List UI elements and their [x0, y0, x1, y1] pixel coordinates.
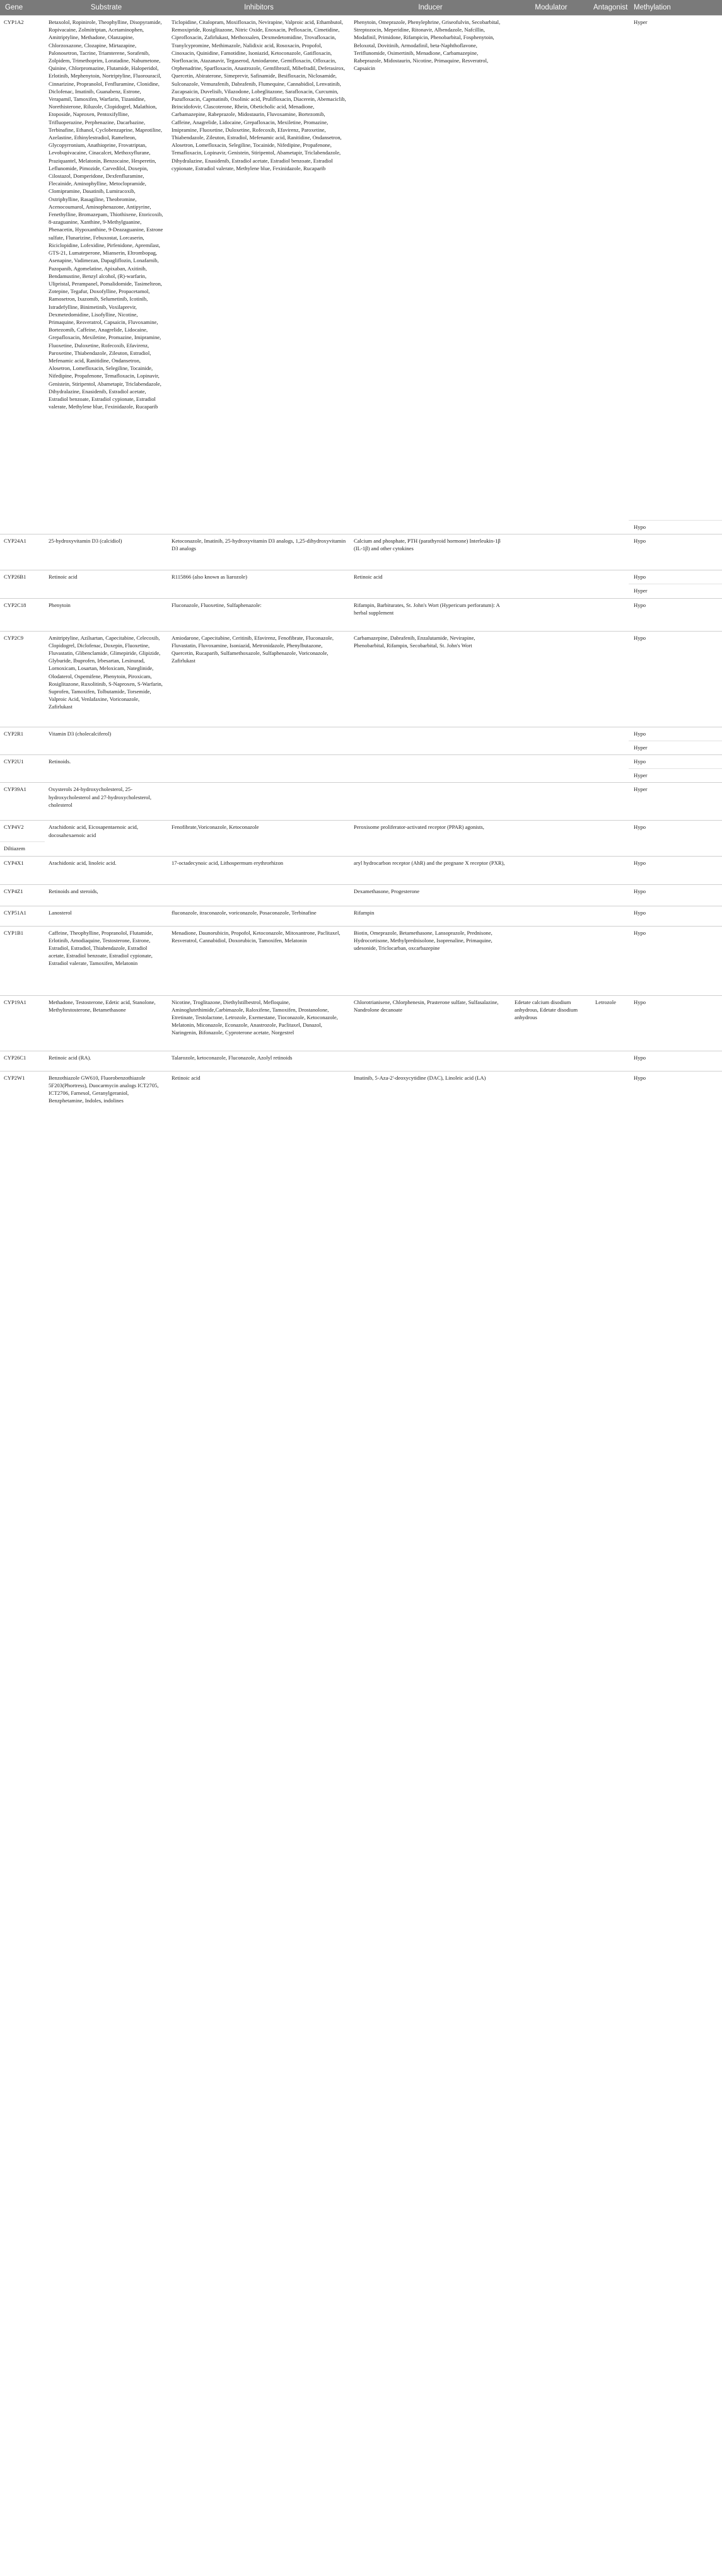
- modulator-cell: [511, 598, 591, 631]
- substrate-cell: 25-hydroxyvitamin D3 (calcidiol): [45, 534, 168, 570]
- table-body: [0, 16, 722, 1140]
- inducer-cell: [350, 727, 511, 754]
- gene-cell: CYP4V2: [0, 821, 45, 842]
- inhibitors-cell: [168, 727, 350, 754]
- header-substrate: Substrate: [45, 0, 168, 16]
- inhibitors-cell: [168, 783, 350, 821]
- inhibitors-cell: Diltiazem: [0, 842, 45, 856]
- antagonist-cell: [591, 926, 629, 995]
- antagonist-cell: [591, 631, 629, 727]
- antagonist-cell: [591, 534, 629, 570]
- methylation-cell: Hypo: [629, 995, 722, 1051]
- substrate-cell: Arachidonic acid, linoleic acid.: [45, 856, 168, 884]
- methylation-cell: Hyper: [629, 783, 722, 821]
- antagonist-cell: [591, 906, 629, 926]
- inducer-cell: Calcium and phosphate, PTH (parathyroid hormone) Interleukin-1β (IL-1β) and other cytokines: [350, 534, 511, 570]
- antagonist-cell: [591, 755, 629, 783]
- modulator-cell: [511, 783, 591, 821]
- methylation-cell: Hypo: [629, 521, 722, 534]
- inhibitors-cell: [168, 755, 350, 783]
- header-modulator: Modulator: [511, 0, 591, 16]
- modulator-cell: [511, 534, 591, 570]
- methylation-cell: Hypo: [629, 926, 722, 995]
- antagonist-cell: [591, 783, 629, 821]
- methylation-cell: Hypo: [629, 1051, 722, 1071]
- header-inducer: Inducer: [350, 0, 511, 16]
- methylation-cell: Hypo: [629, 534, 722, 570]
- methylation-cell: Hypo: [629, 1071, 722, 1140]
- inducer-cell: Chlorotrianisene, Chlorphenesin, Prasterone sulfate, Sulfasalazine, Nandrolone decanoate: [350, 995, 511, 1051]
- inhibitors-cell: [168, 884, 350, 906]
- modulator-cell: [511, 631, 591, 727]
- gene-cell: CYP2C18: [0, 598, 45, 631]
- table-row: [0, 783, 722, 821]
- antagonist-cell: [591, 1071, 629, 1140]
- gene-cell: CYP4Z1: [0, 884, 45, 906]
- gene-cell: CYP1A2: [0, 16, 45, 534]
- gene-cell: CYP2R1: [0, 727, 45, 754]
- table-row: [0, 755, 722, 769]
- methylation-cell: Hypo: [629, 570, 722, 584]
- substrate-cell: Retinoids.: [45, 755, 168, 783]
- cyp-gene-table: [0, 0, 722, 1140]
- modulator-cell: [511, 727, 591, 754]
- table-row: [0, 884, 722, 906]
- methylation-cell: Hypo: [629, 906, 722, 926]
- antagonist-cell: [591, 821, 629, 842]
- table-row: [0, 598, 722, 631]
- methylation-cell: Hyper: [629, 741, 722, 754]
- substrate-cell: Methadone, Testosterone, Edetic acid, Stanolone, Methyltestosterone, Betamethasone: [45, 995, 168, 1051]
- modulator-cell: [511, 16, 591, 534]
- methylation-cell: Hypo: [629, 856, 722, 884]
- inhibitors-cell: Talarozole, ketoconazole, Fluconazole, Azolyl retinoids: [168, 1051, 350, 1071]
- methylation-cell: Hypo: [629, 631, 722, 727]
- gene-cell: CYP4X1: [0, 856, 45, 884]
- modulator-cell: [511, 570, 591, 598]
- antagonist-cell: [591, 856, 629, 884]
- inhibitors-cell: R115866 (also known as liarozole): [168, 570, 350, 598]
- gene-cell: CYP2W1: [0, 1071, 45, 1140]
- gene-cell: CYP51A1: [0, 906, 45, 926]
- header-methylation: Methylation: [629, 0, 722, 16]
- antagonist-cell: [591, 727, 629, 754]
- methylation-cell: Hyper: [629, 16, 722, 521]
- table-subrow: [0, 842, 722, 856]
- header-row: [0, 0, 722, 16]
- table-row: [0, 821, 722, 842]
- antagonist-cell: [591, 884, 629, 906]
- antagonist-cell: [591, 1051, 629, 1071]
- table-row: [0, 856, 722, 884]
- inhibitors-cell: Fluconazole, Fluoxetine, Sulfaphenazole:: [168, 598, 350, 631]
- substrate-cell: Betaxolol, Ropinirole, Theophylline, Disopyramide, Ropivacaine, Zolmitriptan, Acetaminophen, Amitriptyline, Methadone, Olanzapine, Chlorzoxazone, Clozapine, Mirtazapine, Palonosetron, Tacrine, Triamterene, Sorafenib, Zolpidem, Trimethoprim, Loratadine, Nabumetone, Quinine, Chlorpromazine, Flutamide, Haloperidol, Erlotinib, Mephenytoin, Nortriptyline, Fluorouracil, Cinnarizine, Propranolol, Fenfluramine, Clonidine, Diclofenac, Imatinib, Guanabenz, Estrone, Verapamil, Tamoxifen, Warfarin, Tizanidine, Norethisterone, Riluzole, Clopidogrel, Malathion, Etoposide, Naproxen, Pentoxifylline, Trifluoperazine, Perphenazine, Dacarbazine, Terbinafine, Ethanol, Cyclobenzaprine, Maprotiline, Azelastine, Ethinylestradiol, Ramelteon, Glycopyrronium, Anathioprine, Frovatriptan, Levobupivacaine, Cinacalcet, Methoxyflurane, Praziquantel, Melatonin, Benzocaine, Hesperetin, Leflunomide, Pimozide, Carvedilol, Doxepin, Cilostazol, Domperidone, Dexfenfluramine, Flecainide, Aminophylline, Metoclopramide, Clomipramine, Dasatinib, Lumiracoxib, Oxtriphylline, Rasagiline, Theobromine, Acenocoumarol, Aminophenazone, Antipyrine, Fenethylline, Bromazepam, Thiothixene, Etoricoxib, 8-azaguanine, Xanthine, 9-Methylguanine, Phenacetin, Hypoxanthine, 9-Deazaguanine, Estrone sulfate, Flunarizine, Febuxostat, Lorcaserin, Riciclopidine, Lofexidine, Pirfenidone, Apremilast, GTS-21, Lumateperone, Mianserin, Eltrombopag, Asenapine, Vadimezan, Dapagliflozin, Lonafarnib, Pazopanib, Agomelatine, Apixaban, Axitinib, Bendamustine, Benzyl alcohol, (R)-warfarin, Ulipristal, Perampanel, Pomalidomide, Tasimelteon, Zotepine, Tegafur, Doxofylline, Propacetamol, Ramosetron, Ixazomib, Selumetinib, Icotinib, Istradefylline, Binimetinib, Voxilaprevir, Dexmetedomidine, Lisofylline, Nicotine, Primaquine, Resveratrol, Capsaicin, Fluvoxamine, Bortezomib, Caffeine, Anagrelide, Lidocaine, Grepafloxacin, Mexiletine, Promazine, Imipramine, Fluoxetine, Duloxetine, Rofecoxib, Efavirenz, Paroxetine, Thiabendazole, Zileuton, Estradiol, Mefenamic acid, Ranitidine, Ondansetron, Alosetron, Lomefloxacin, Selegiline, Tocainide, Nifedipine, Propafenone, Temafloxacin, Lopinavir, Genistein, Stiripentol, Abametapir, Triclabendazole, Dihydralazine, Enasidenib, Estradiol acetate, Estradiol benzoate, Estradiol cypionate, Estradiol valerate, Methylene blue, Fexinidazole, Rucaparib: [45, 16, 168, 534]
- header-antagonist: Antagonist: [591, 0, 629, 16]
- inhibitors-cell: Fenofibrate,Voriconazole, Ketoconazole: [168, 821, 350, 842]
- substrate-cell: Oxysterols 24-hydroxycholesterol, 25-hydroxycholesterol and 27-hydroxycholesterol, cholesterol: [45, 783, 168, 821]
- table-row: [0, 906, 722, 926]
- inducer-cell: Dexamethasone, Progesterone: [350, 884, 511, 906]
- substrate-cell: Phenytoin: [45, 598, 168, 631]
- substrate-cell: Vitamin D3 (cholecalciferol): [45, 727, 168, 754]
- modulator-cell: [511, 755, 591, 783]
- table-row: [0, 631, 722, 727]
- substrate-cell: Amitriptyline, Azilsartan, Capecitabine, Celecoxib, Clopidogrel, Diclofenac, Doxepin, Fluoxetine, Fluvastatin, Glibenclamide, Glimepiride, Glipizide, Glyburide, Ibuprofen, Irbesartan, Lesinurad, Lornoxicam, Losartan, Meloxicam, Nateglinide, Olodaterol, Ospemifene, Phenytoin, Piroxicam, Rosiglitazone, Ruxolitinib, S-Naproxen, S-Warfarin, Suprofen, Tamoxifen, Tolbutamide, Torsemide, Valproic Acid, Venlafaxine, Voriconazole, Zafirlukast: [45, 631, 168, 727]
- substrate-cell: Caffeine, Theophylline, Propranolol, Flutamide, Erlotinib, Amodiaquine, Testosterone, Estrone, Estradiol, Estradiol, Thiabendazole, Estradiol acetate, Estradiol benzoate, Estradiol cypionate, Estradiol valerate, Tamoxifen, Melatonin: [45, 926, 168, 995]
- modulator-cell: [511, 926, 591, 995]
- modulator-cell: [511, 856, 591, 884]
- inducer-cell: Phenytoin, Omeprazole, Phenylephrine, Griseofulvin, Secobarbital, Streptozocin, Meperidine, Ritonavir, Albendazole, Nafcillin, Modafinil, Primidone, Rifampicin, Phenobarbital, Fosphenytoin, Beloxotal, Dovitinib, Armodafinil, beta-Naphthoflavone, Teriflunomide, Osimertinib, Menadione, Carbamazepine, Rabeprazole, Midostaurin, Nicotine, Primaquine, Resveratrol, Capsaicin: [350, 16, 511, 534]
- inducer-cell: aryl hydrocarbon receptor (AhR) and the pregnane X receptor (PXR),: [350, 856, 511, 884]
- methylation-cell: Hypo: [629, 755, 722, 769]
- header-gene: Gene: [0, 0, 45, 16]
- substrate-cell: Lanosterol: [45, 906, 168, 926]
- inhibitors-cell: fluconazole, itraconazole, voriconazole, Posaconazole, Terbinafine: [168, 906, 350, 926]
- inducer-cell: [350, 1051, 511, 1071]
- table-row: [0, 1051, 722, 1071]
- table-row: [0, 534, 722, 570]
- methylation-cell: Hypo: [629, 821, 722, 842]
- header-inhibitors: Inhibitors: [168, 0, 350, 16]
- inducer-cell: Rifampin: [350, 906, 511, 926]
- document-page: [0, 0, 722, 1140]
- inhibitors-cell: Ticlopidine, Citalopram, Moxifloxacin, Nevirapine, Valproic acid, Ethambutol, Remoxipride, Rosiglitazone, Nitric Oxide, Enoxacin, Pefloxacin, Cimetidine, Ciprofloxacin, Zafirlukast, Methoxsalen, Dexmedetomidine, Trovafloxacin, Tranylcypromine, Methimazole, Nalidixic acid, Rosoxacin, Propofol, Cinoxacin, Quinidine, Famotidine, Isoniazid, Ketoconazole, Gatifloxacin, Norfloxacin, Atazanavir, Tegaserod, Amiodarone, Gemifloxacin, Ofloxacin, Orphenadrine, Sparfloxacin, Anastrozole, Gemfibrozil, Mibefradil, Deferasirox, Quercetin, Abiraterone, Simeprevir, Safinamide, Besifloxacin, Niclosamide, Sulconazole, Vemurafenib, Dabrafenib, Flumequine, Cannabidiol, Lenvatinib, Zucapsaicin, Duvelisib, Vilazodone, Lobeglitazone, Sarafloxacin, Curcumin, Pazufloxacin, Capmatinib, Oxolinic acid, Prulifloxacin, Diacerein, Abemaciclib, Brincidofovir, Clascoterone, Rhein, Obeticholic acid, Menadione, Carbamazepine, Rabeprazole, Midostaurin, Fluvoxamine, Bortezomib, Caffeine, Anagrelide, Lidocaine, Grepafloxacin, Mexiletine, Promazine, Imipramine, Fluoxetine, Duloxetine, Rofecoxib, Efavirenz, Paroxetine, Thiabendazole, Zileuton, Estradiol, Mefenamic acid, Ranitidine, Ondansetron, Alosetron, Lomefloxacin, Selegiline, Tocainide, Nifedipine, Propafenone, Temafloxacin, Lopinavir, Genistein, Stiripentol, Abametapir, Triclabendazole, Dihydralazine, Enasidenib, Estradiol acetate, Estradiol benzoate, Estradiol cypionate, Estradiol valerate, Methylene blue, Fexinidazole, Rucaparib: [168, 16, 350, 534]
- inhibitors-cell: 17-octadecynoic acid, Lithospermum erythrorhizon: [168, 856, 350, 884]
- substrate-cell: Benzothiazole GW610, Fluorobenzothiazole 5F203(Phortress), Duocarmycin analogs ICT2705, ICT2706, Farnesol, Geranylgeraniol, Benzphetamine, Indoles, indolines: [45, 1071, 168, 1140]
- substrate-cell: Retinoic acid (RA).: [45, 1051, 168, 1071]
- modulator-cell: [511, 1051, 591, 1071]
- gene-cell: CYP24A1: [0, 534, 45, 570]
- inducer-cell: Biotin, Omeprazole, Betamethasone, Lansoprazole, Prednisone, Hydrocortisone, Methylprednisolone, Isoprenaline, Primaquine, udesonide, Triclocarban, oxcarbazepine: [350, 926, 511, 995]
- inducer-cell: Retinoic acid: [350, 570, 511, 598]
- inducer-cell: Peroxisome proliferator-activated receptor (PPAR) agonists,: [350, 821, 511, 842]
- modulator-cell: Edetate calcium disodium anhydrous, Edetate disodium anhydrous: [511, 995, 591, 1051]
- gene-cell: CYP2C9: [0, 631, 45, 727]
- inducer-cell: Imatinib, 5-Aza-2'-deoxycytidine (DAC), Linoleic acid (LA): [350, 1071, 511, 1140]
- gene-cell: CYP2U1: [0, 755, 45, 783]
- methylation-cell: Hyper: [629, 769, 722, 783]
- table-row: [0, 570, 722, 584]
- table-row: [0, 1071, 722, 1140]
- inhibitors-cell: Amiodarone, Capecitabine, Ceritinib, Efavirenz, Fenofibrate, Fluconazole, Fluvastatin, Fluvoxamine, Isoniazid, Metronidazole, Phenylbutazone, Quercetin, Rucaparib, Sulfamethoxazole, Sulfaphenazole, Voriconazole, Zafirlukast: [168, 631, 350, 727]
- antagonist-cell: [591, 570, 629, 598]
- methylation-cell: Hypo: [629, 884, 722, 906]
- methylation-cell: Hyper: [629, 584, 722, 598]
- gene-cell: CYP19A1: [0, 995, 45, 1051]
- inducer-cell: Rifampin, Barbiturates, St. John's Wort (Hypericum perforatum): A herbal supplement: [350, 598, 511, 631]
- inhibitors-cell: Ketoconazole, Imatinib, 25-hydroxyvitamin D3 analogs, 1,25-dihydroxyvitamin D3 analogs: [168, 534, 350, 570]
- gene-cell: CYP1B1: [0, 926, 45, 995]
- table-row: [0, 727, 722, 741]
- table-row: [0, 995, 722, 1051]
- gene-cell: CYP26C1: [0, 1051, 45, 1071]
- gene-cell: CYP39A1: [0, 783, 45, 821]
- inducer-cell: [350, 783, 511, 821]
- substrate-cell: Arachidonic acid, Eicosapentaenoic acid, docosahexaenoic acid: [45, 821, 168, 842]
- substrate-cell: Retinoic acid: [45, 570, 168, 598]
- inhibitors-cell: Retinoic acid: [168, 1071, 350, 1140]
- antagonist-cell: [591, 598, 629, 631]
- modulator-cell: [511, 1071, 591, 1140]
- antagonist-cell: Letrozole: [591, 995, 629, 1051]
- modulator-cell: [511, 821, 591, 842]
- antagonist-cell: [591, 16, 629, 534]
- substrate-cell: Retinoids and steroids,: [45, 884, 168, 906]
- table-row: [0, 16, 722, 521]
- gene-cell: CYP26B1: [0, 570, 45, 598]
- modulator-cell: [511, 906, 591, 926]
- inhibitors-cell: Nicotine, Troglitazone, Diethylstilbestrol, Mefloquine, Aminoglutethimide,Carbimazole, Raloxifene, Tamoxifen, Drostanolone, Etretinate, Testolactone, Letrozole, Exemestane, Tioconazole, Ketoconazole, Melatonin, Miconazole, Econazole, Anastrozole, Paclitaxel, Danazol, Naringenin, Bifonazole, Cyproterone acetate, Norgestrel: [168, 995, 350, 1051]
- inducer-cell: Carbamazepine, Dabrafenib, Enzalutamide, Nevirapine, Phenobarbital, Rifampin, Secobarbital, St. John's Wort: [350, 631, 511, 727]
- inducer-cell: [350, 755, 511, 783]
- inhibitors-cell: Menadione, Daunorubicin, Propofol, Ketoconazole, Mitoxantrone, Paclitaxel, Resveratrol, Cannabidiol, Doxorubicin, Tamoxifen, Melatonin: [168, 926, 350, 995]
- methylation-cell: Hypo: [629, 598, 722, 631]
- table-row: [0, 926, 722, 995]
- modulator-cell: [511, 884, 591, 906]
- methylation-cell: Hypo: [629, 727, 722, 741]
